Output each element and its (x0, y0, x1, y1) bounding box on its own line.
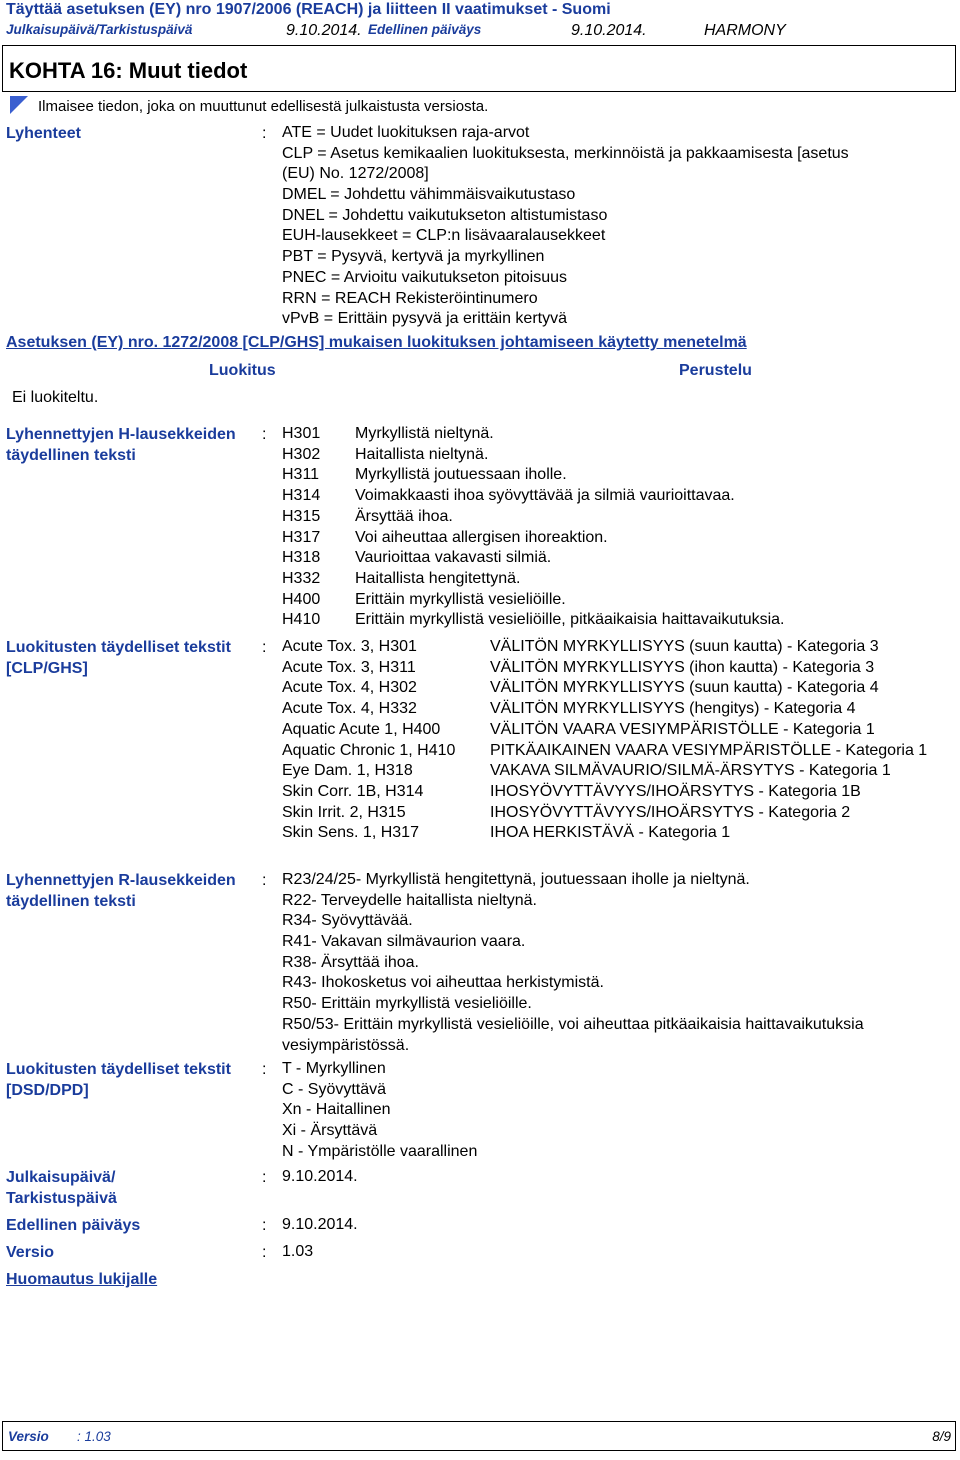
abbreviations-label: Lyhenteet (6, 125, 81, 142)
basis-column-header: Perustelu (679, 362, 752, 379)
dsd-classifications-list (282, 1059, 477, 1162)
clp-code: Skin Sens. 1, H317 (282, 824, 419, 842)
colon: : (262, 1244, 267, 1261)
h-text: Erittäin myrkyllistä vesieliöille. (355, 590, 566, 608)
clp-text: IHOA HERKISTÄVÄ - Kategoria 1 (490, 824, 731, 842)
publication-date-value: 9.10.2014. (282, 1168, 358, 1185)
colon: : (262, 1169, 267, 1186)
abbreviation-line: DMEL = Johdettu vähimmäisvaikutustaso (282, 186, 576, 204)
clp-code: Aquatic Acute 1, H400 (282, 720, 441, 738)
r-phrases-label: Lyhennettyjen R-lausekkeiden täydellinen teksti (6, 872, 236, 910)
abbreviation-line: CLP = Asetus kemikaalien luokituksesta, merkinnöistä ja pakkaamisesta [asetus (282, 144, 849, 162)
clp-text: VÄLITÖN MYRKYLLISYYS (suun kautta) - Kategoria 3 (490, 638, 879, 655)
clp-classifications-label: Luokitusten täydelliset tekstit [CLP/GHS] (6, 639, 231, 677)
clp-row (282, 803, 950, 824)
abbreviation-line: ATE = Uudet luokituksen raja-arvot (282, 124, 530, 141)
clp-code: Acute Tox. 3, H301 (282, 638, 417, 655)
publication-date: 9.10.2014. (286, 22, 362, 39)
h-code: H311 (282, 466, 320, 484)
h-statement-row (282, 569, 785, 590)
r-phrase-line: R50/53- Erittäin myrkyllistä vesieliöille, voi aiheuttaa pitkäaikaisia haittavaikutuksia (282, 1015, 864, 1033)
footer-version-label: Versio (8, 1429, 49, 1444)
change-legend-text: Ilmaisee tiedon, joka on muuttunut edellisestä julkaistusta versiosta. (38, 98, 489, 115)
h-statement-row (282, 528, 785, 549)
clp-text: VÄLITÖN MYRKYLLISYYS (hengitys) - Kategoria 4 (490, 700, 856, 718)
h-statement-row (282, 445, 785, 466)
colon: : (262, 1061, 267, 1078)
r-phrase-line: R22- Terveydelle haitallista nieltynä. (282, 891, 537, 909)
h-code: H314 (282, 487, 321, 505)
h-text: Myrkyllistä joutuessaan iholle. (355, 466, 567, 484)
clp-text: VAKAVA SILMÄVAURIO/SILMÄ-ÄRSYTYS - Kategoria 1 (490, 762, 891, 780)
footer-version-value: : 1.03 (77, 1429, 111, 1444)
dsd-line: N - Ympäristölle vaarallinen (282, 1142, 478, 1160)
page-footer (2, 1421, 956, 1451)
r-phrase-line: R50- Erittäin myrkyllistä vesieliöille. (282, 995, 532, 1013)
classification-method-title: Asetuksen (EY) nro. 1272/2008 [CLP/GHS] mukaisen luokituksen johtamiseen käytetty menetelmä (6, 334, 747, 351)
previous-date-label: Edellinen päiväys (6, 1217, 141, 1234)
clp-text: VÄLITÖN MYRKYLLISYYS (suun kautta) - Kategoria 4 (490, 679, 879, 697)
r-phrase-line: R43- Ihokosketus voi aiheuttaa herkistymistä. (282, 974, 604, 992)
h-statement-row (282, 486, 785, 507)
abbreviation-line: PNEC = Arvioitu vaikutukseton pitoisuus (282, 268, 568, 286)
h-text: Voimakkaasti ihoa syövyttävää ja silmiä vaurioittavaa. (355, 487, 735, 505)
abbreviation-line: EUH-lausekkeet = CLP:n lisävaaralausekkeet (282, 227, 606, 245)
section-title: KOHTA 16: Muut tiedot (9, 58, 248, 83)
dsd-classifications-label: Luokitusten täydelliset tekstit [DSD/DPD] (6, 1061, 231, 1099)
h-statement-row (282, 507, 785, 528)
r-phrase-line: R38- Ärsyttää ihoa. (282, 953, 419, 971)
colon: : (262, 125, 267, 142)
h-code: H332 (282, 569, 321, 587)
r-phrase-line: R41- Vakavan silmävaurion vaara. (282, 933, 526, 951)
clp-text: VÄLITÖN MYRKYLLISYYS (ihon kautta) - Kategoria 3 (490, 658, 875, 676)
clp-row (282, 678, 950, 699)
abbreviation-line: DNEL = Johdettu vaikutukseton altistumistaso (282, 206, 608, 224)
previous-date-value: 9.10.2014. (282, 1216, 358, 1233)
r-phrases-list (282, 870, 864, 1056)
h-code: H410 (282, 611, 321, 629)
classification-column-header: Luokitus (209, 362, 276, 379)
abbreviations-list (282, 123, 849, 330)
colon: : (262, 872, 267, 889)
clp-text: PITKÄAIKAINEN VAARA VESIYMPÄRISTÖLLE - Kategoria 1 (490, 741, 928, 759)
clp-code: Skin Irrit. 2, H315 (282, 803, 406, 821)
colon: : (262, 1217, 267, 1234)
page-number: 8/9 (932, 1429, 951, 1444)
abbreviation-line: vPvB = Erittäin pysyvä ja erittäin kertyvä (282, 310, 567, 328)
document-title: Täyttää asetuksen (EY) nro 1907/2006 (REACH) ja liitteen II vaatimukset - Suomi (6, 1, 611, 18)
publication-date-label: Julkaisupäivä/Tarkistuspäivä (6, 22, 193, 37)
h-text: Voi aiheuttaa allergisen ihoreaktion. (355, 528, 608, 546)
previous-date: 9.10.2014. (571, 22, 647, 39)
clp-code: Eye Dam. 1, H318 (282, 762, 413, 780)
product-name: HARMONY (704, 22, 786, 39)
h-text: Ärsyttää ihoa. (355, 507, 453, 525)
previous-date-label: Edellinen päiväys (368, 22, 482, 37)
h-text: Haitallista nieltynä. (355, 445, 489, 463)
change-marker-icon (10, 96, 28, 114)
h-code: H315 (282, 507, 321, 525)
colon: : (262, 639, 267, 656)
r-phrase-line: vesiympäristössä. (282, 1036, 410, 1054)
colon: : (262, 426, 267, 443)
h-code: H301 (282, 425, 321, 442)
r-phrase-line: R23/24/25- Myrkyllistä hengitettynä, joutuessaan iholle ja nieltynä. (282, 871, 750, 888)
clp-classifications-list (282, 637, 950, 844)
dsd-line: C - Syövyttävä (282, 1080, 387, 1098)
h-code: H302 (282, 445, 321, 463)
notice-to-reader-heading: Huomautus lukijalle (6, 1271, 158, 1288)
section-header-box (2, 45, 956, 92)
clp-row (282, 699, 950, 720)
clp-row (282, 761, 950, 782)
h-code: H317 (282, 528, 321, 546)
abbreviation-line: PBT = Pysyvä, kertyvä ja myrkyllinen (282, 248, 545, 266)
clp-text: IHOSYÖVYTTÄVYYS/IHOÄRSYTYS - Kategoria 1B (490, 782, 861, 800)
clp-row (282, 782, 950, 803)
clp-code: Acute Tox. 4, H332 (282, 700, 417, 718)
version-label: Versio (6, 1244, 55, 1261)
clp-code: Skin Corr. 1B, H314 (282, 782, 424, 800)
clp-row (282, 823, 950, 844)
h-statement-row (282, 424, 785, 445)
h-statements-label: Lyhennettyjen H-lausekkeiden täydellinen teksti (6, 426, 236, 464)
h-code: H400 (282, 590, 321, 608)
h-text: Erittäin myrkyllistä vesieliöille, pitkäaikaisia haittavaikutuksia. (355, 611, 785, 629)
change-legend (10, 96, 488, 115)
abbreviation-line: RRN = REACH Rekisteröintinumero (282, 289, 538, 307)
h-code: H318 (282, 549, 321, 567)
h-statement-row (282, 548, 785, 569)
clp-text: IHOSYÖVYTTÄVYYS/IHOÄRSYTYS - Kategoria 2 (490, 803, 851, 821)
r-phrase-line: R34- Syövyttävää. (282, 912, 413, 930)
h-statement-row (282, 465, 785, 486)
clp-code: Aquatic Chronic 1, H410 (282, 741, 456, 759)
clp-row (282, 658, 950, 679)
h-statement-row (282, 590, 785, 611)
not-classified-text: Ei luokiteltu. (12, 389, 99, 406)
abbreviation-line: (EU) No. 1272/2008] (282, 165, 429, 183)
h-text: Vaurioittaa vakavasti silmiä. (355, 549, 552, 567)
dsd-line: Xn - Haitallinen (282, 1101, 391, 1119)
clp-row (282, 741, 950, 762)
h-text: Haitallista hengitettynä. (355, 569, 521, 587)
clp-text: VÄLITÖN VAARA VESIYMPÄRISTÖLLE - Kategoria 1 (490, 720, 875, 738)
dsd-line: Xi - Ärsyttävä (282, 1122, 378, 1140)
clp-code: Acute Tox. 4, H302 (282, 679, 417, 697)
clp-code: Acute Tox. 3, H311 (282, 658, 416, 676)
publication-date-label: Julkaisupäivä/ Tarkistuspäivä (6, 1169, 117, 1207)
clp-row (282, 720, 950, 741)
h-text: Myrkyllistä nieltynä. (355, 425, 494, 442)
h-statement-row (282, 610, 785, 631)
clp-row (282, 637, 950, 658)
version-value: 1.03 (282, 1243, 314, 1260)
dsd-line: T - Myrkyllinen (282, 1060, 386, 1077)
h-statements-list (282, 424, 785, 631)
